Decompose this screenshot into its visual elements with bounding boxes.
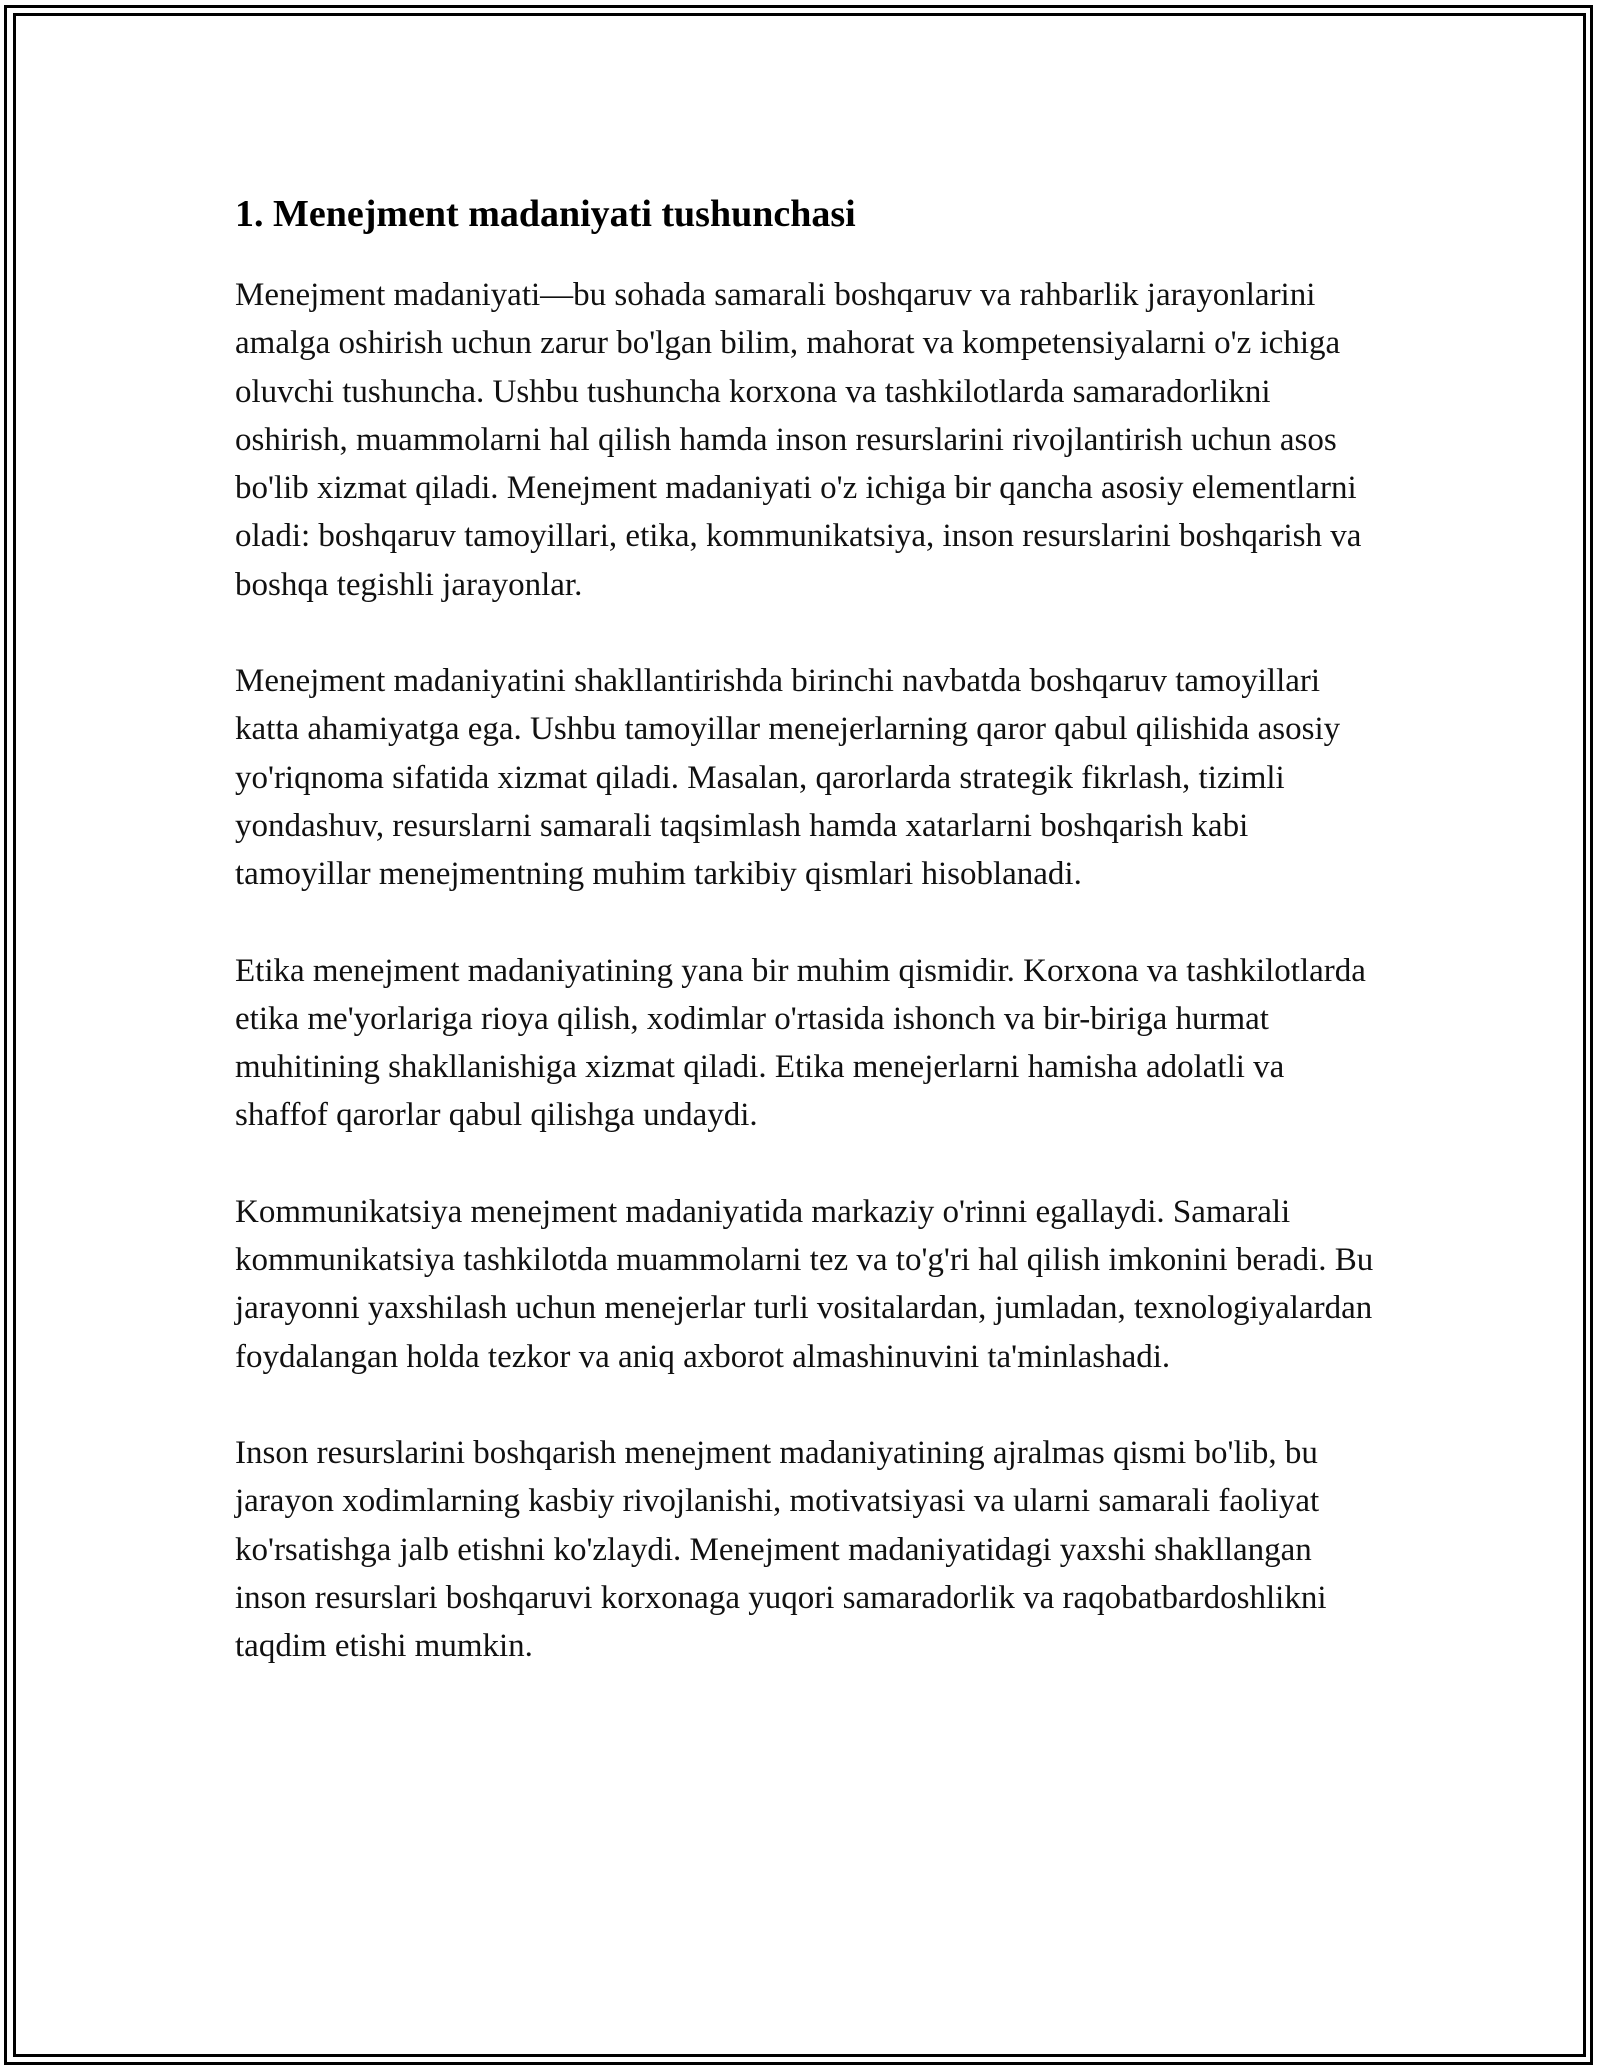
paragraph-definition: Menejment madaniyati—bu sohada samarali boshqaruv va rahbarlik jarayonlarini amalga oshirish uchun zarur bo'lgan bilim, mahorat va kompetensiyalarni o'z ichiga oluvchi tushuncha. Ushbu tushuncha korxona va tashkilotlarda samaradorlikni oshirish, muammolarni hal qilish hamda inson resurslarini rivojlantirish uchun asos bo'lib xizmat qiladi. Menejment madaniyati o'z ichiga bir qancha asosiy elementlarni oladi: boshqaruv tamoyillari, etika, kommunikatsiya, inson resurslarini boshqarish va boshqa tegishli jarayonlar.	[235, 277, 1362, 603]
paragraph-ethics: Etika menejment madaniyatining yana bir muhim qismidir. Korxona va tashkilotlarda etika me'yorlariga rioya qilish, xodimlar o'rtasida ishonch va bir-biriga hurmat muhitining shakllanishiga xizmat qiladi. Etika menejerlarni hamisha adolatli va shaffof qarorlar qabul qilishga undaydi.	[235, 952, 1366, 1134]
paragraph-communication: Kommunikatsiya menejment madaniyatida markaziy o'rinni egallaydi. Samarali kommunikatsiya tashkilotda muammolarni tez va to'g'ri hal qilish imkonini beradi. Bu jarayonni yaxshilash uchun menejerlar turli vositalardan, jumladan, texnologiyalardan foydalangan holda tezkor va aniq axborot almashinuvini ta'minlashadi.	[235, 1193, 1374, 1375]
section-heading: 1. Menejment madaniyati tushunchasi	[235, 193, 856, 235]
paragraph-human-resources: Inson resurslarini boshqarish menejment madaniyatining ajralmas qismi bo'lib, bu jarayon xodimlarning kasbiy rivojlanishi, motivatsiyasi va ularni samarali faoliyat ko'rsatishga jalb etishni ko'zlaydi. Menejment madaniyatidagi yaxshi shakllangan inson resurslari boshqaruvi korxonaga yuqori samaradorlik va raqobatbardoshlikni taqdim etishi mumkin.	[235, 1434, 1327, 1665]
paragraph-principles: Menejment madaniyatini shakllantirishda birinchi navbatda boshqaruv tamoyillari katta ahamiyatga ega. Ushbu tamoyillar menejerlarning qaror qabul qilishida asosiy yo'riqnoma sifatida xizmat qiladi. Masalan, qarorlarda strategik fikrlash, tizimli yondashuv, resurslarni samarali taqsimlash hamda xatarlarni boshqarish kabi tamoyillar menejmentning muhim tarkibiy qismlari hisoblanadi.	[235, 663, 1341, 893]
document-body	[235, 185, 1385, 1718]
